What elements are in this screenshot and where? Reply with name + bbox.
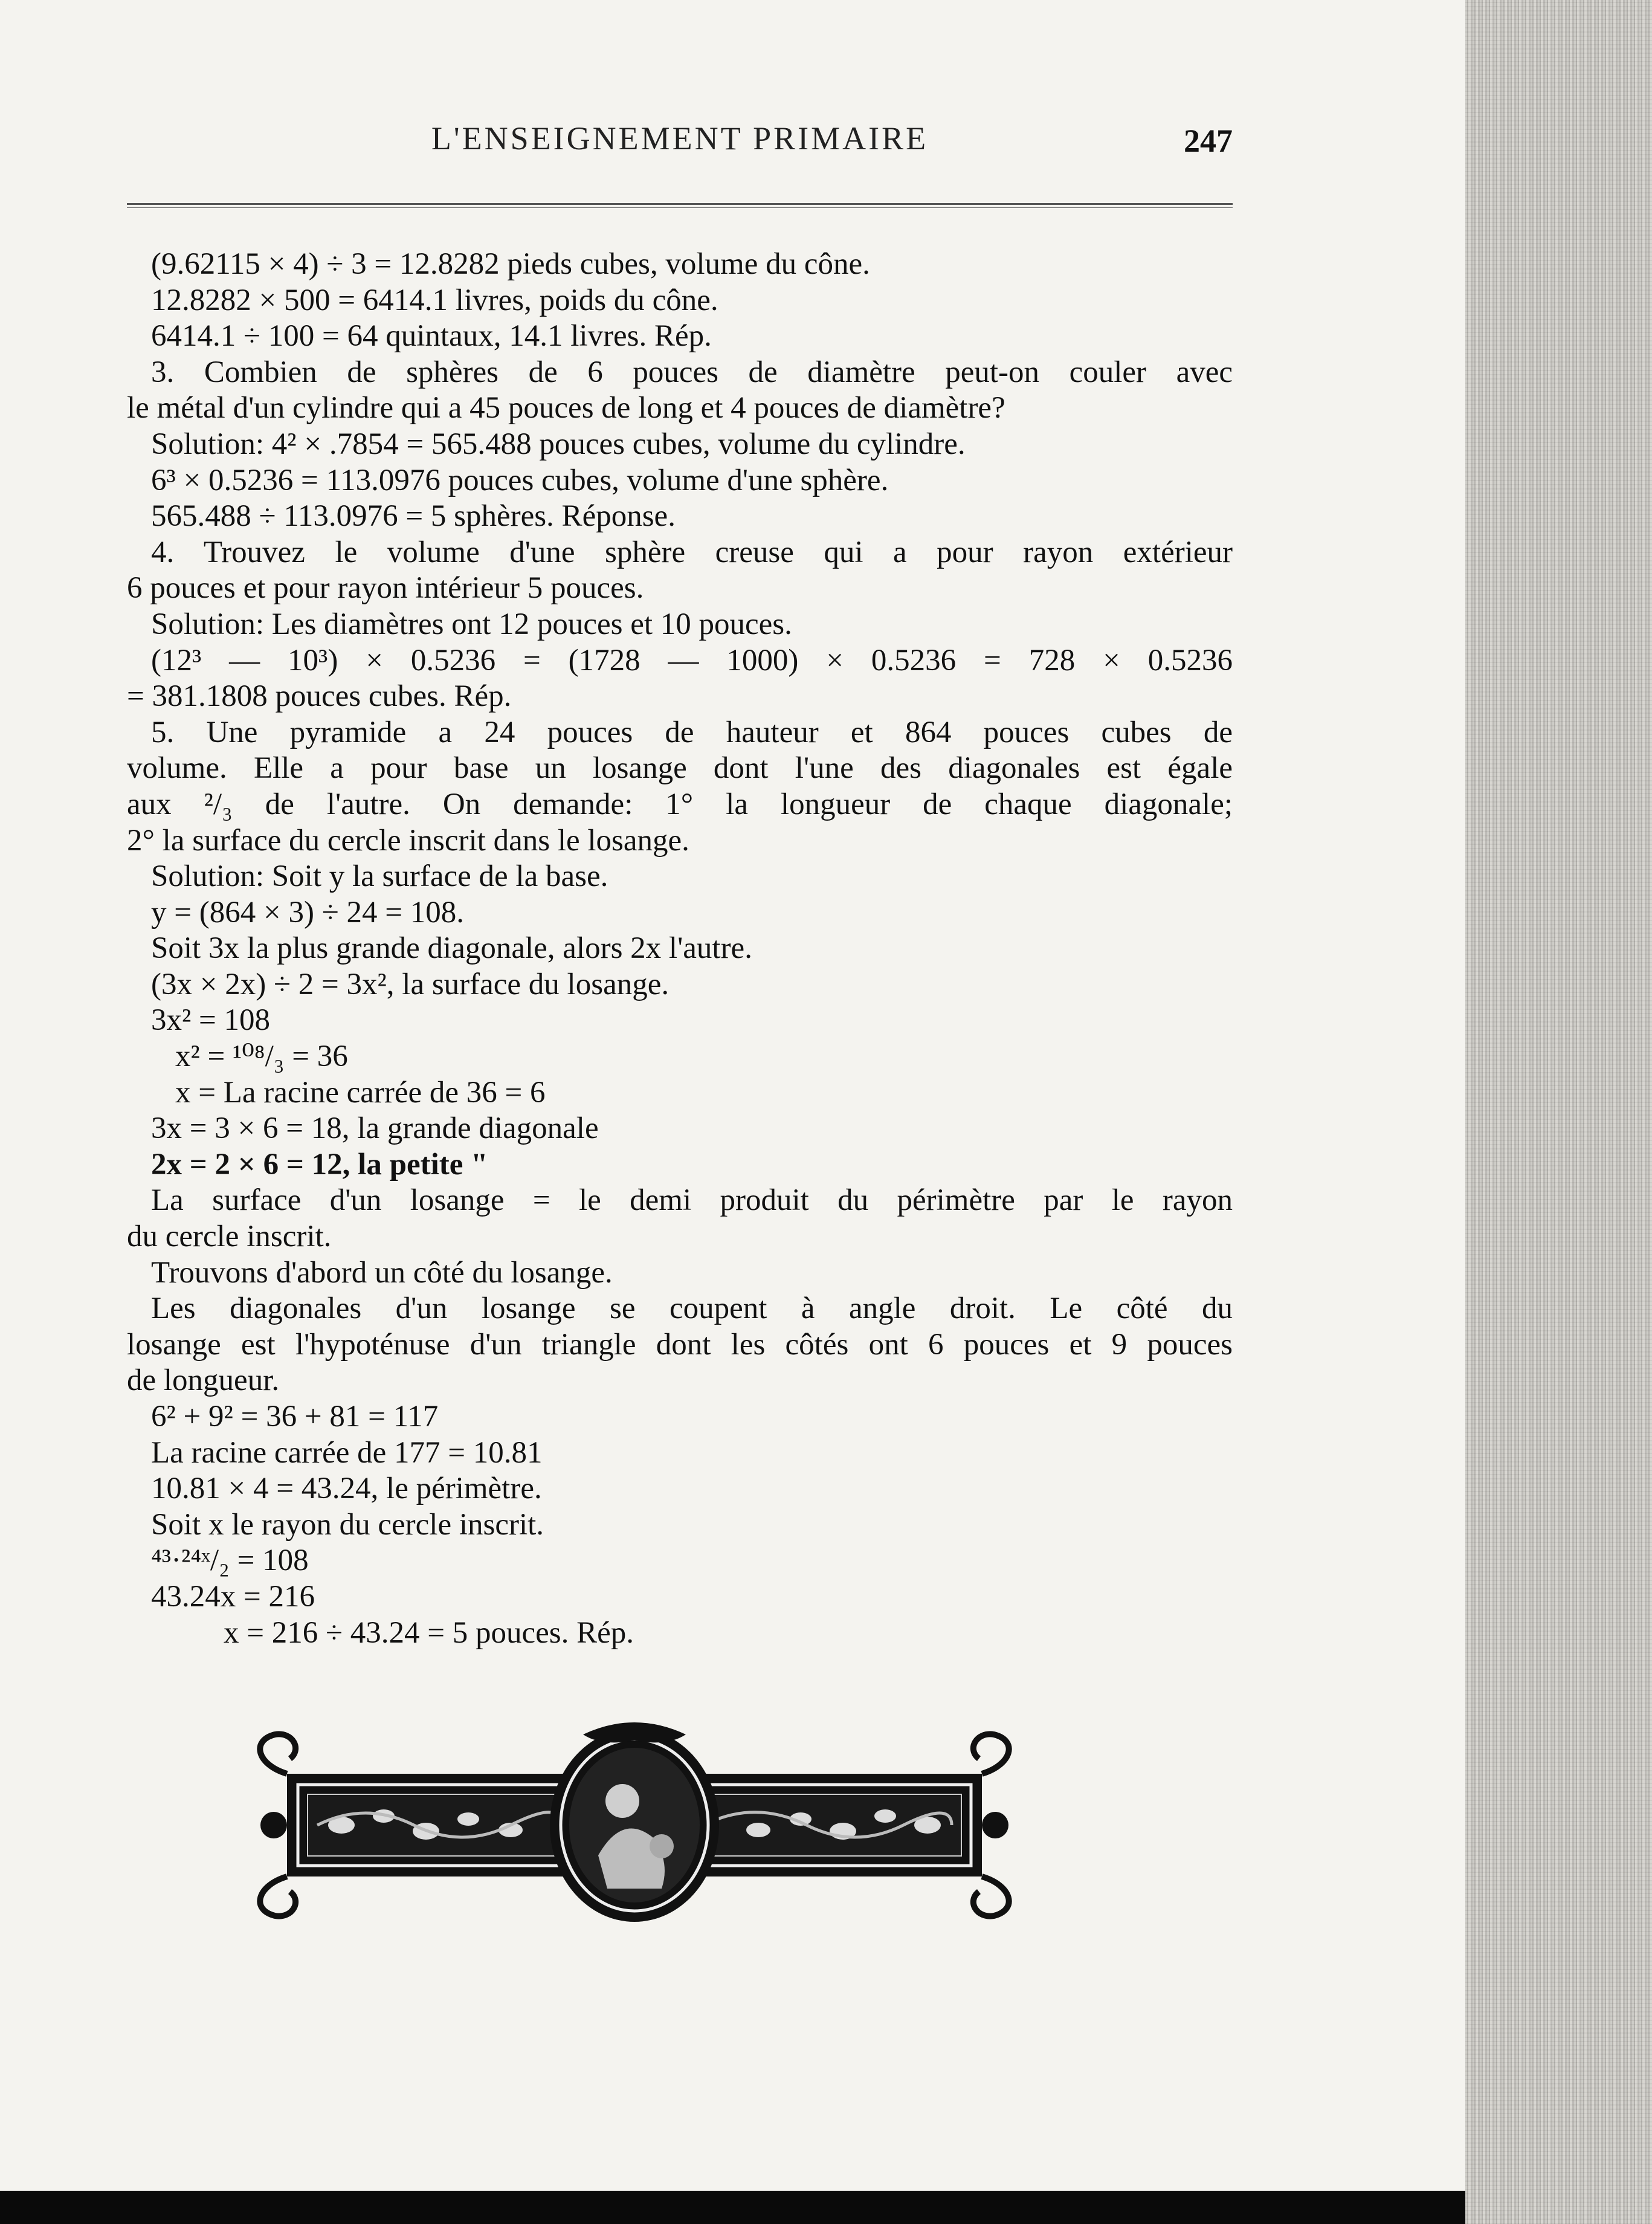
text-line: 3x² = 108 [151, 1003, 271, 1038]
text-line: y = (864 × 3) ÷ 24 = 108. [151, 895, 464, 929]
page-header [127, 120, 1233, 168]
text-line: Soit 3x la plus grande diagonale, alors 2x l'autre. [151, 931, 752, 966]
text-line: x² = ¹⁰⁸/₃ = 36 [175, 1039, 348, 1074]
text-line: Soit x le rayon du cercle inscrit. [151, 1507, 544, 1542]
text-line: 3. Combien de sphères de 6 pouces de diamètre peut-on couler avec [151, 355, 1233, 389]
text-line: 2° la surface du cercle inscrit dans le losange. [127, 823, 689, 858]
text-line: ⁴³·²⁴ˣ/₂ = 108 [151, 1544, 309, 1578]
text-line: (12³ — 10³) × 0.5236 = (1728 — 1000) × 0.5236 = 728 × 0.5236 [151, 643, 1233, 677]
body-text [127, 247, 1233, 1651]
text-line: 4. Trouvez le volume d'une sphère creuse qui a pour rayon extérieur [151, 535, 1233, 569]
text-line: La racine carrée de 177 = 10.81 [151, 1435, 543, 1470]
text-line: (9.62115 × 4) ÷ 3 = 12.8282 pieds cubes, volume du cône. [151, 247, 870, 281]
text-line: 5. Une pyramide a 24 pouces de hauteur et 864 pouces cubes de [151, 715, 1233, 749]
text-line: le métal d'un cylindre qui a 45 pouces de long et 4 pouces de diamètre? [127, 391, 1005, 425]
text-line: 6³ × 0.5236 = 113.0976 pouces cubes, volume d'une sphère. [151, 463, 889, 497]
text-line: aux ²/₃ de l'autre. On demande: 1° la longueur de chaque diagonale; [127, 787, 1233, 821]
text-line: 2x = 2 × 6 = 12, la petite " [151, 1147, 488, 1182]
text-line: = 381.1808 pouces cubes. Rép. [127, 679, 512, 714]
text-line: Trouvons d'abord un côté du losange. [151, 1255, 613, 1290]
text-line: de longueur. [127, 1363, 280, 1398]
text-line: Solution: 4² × .7854 = 565.488 pouces cubes, volume du cylindre. [151, 427, 966, 461]
text-line: 6 pouces et pour rayon intérieur 5 pouces. [127, 571, 644, 606]
text-line: x = 216 ÷ 43.24 = 5 pouces. Rép. [224, 1615, 634, 1650]
text-line: Les diagonales d'un losange se coupent à angle droit. Le côté du [151, 1291, 1233, 1326]
text-line: 3x = 3 × 6 = 18, la grande diagonale [151, 1111, 599, 1146]
text-line: Solution: Les diamètres ont 12 pouces et 10 pouces. [151, 607, 792, 641]
text-line: losange est l'hypoténuse d'un triangle dont les côtés ont 6 pouces et 9 pouces [127, 1327, 1233, 1362]
text-line: volume. Elle a pour base un losange dont l'une des diagonales est égale [127, 751, 1233, 786]
text-line: La surface d'un losange = le demi produit du périmètre par le rayon [151, 1183, 1233, 1218]
adjacent-page-edge [1465, 0, 1652, 2224]
text-line: 6414.1 ÷ 100 = 64 quintaux, 14.1 livres. Rép. [151, 319, 712, 354]
text-line: Solution: Soit y la surface de la base. [151, 859, 608, 894]
header-rule [127, 203, 1233, 208]
decorative-tailpiece-icon [245, 1716, 1024, 1922]
scan-border [0, 2191, 1465, 2224]
text-line: 43.24x = 216 [151, 1579, 315, 1614]
text-line: 565.488 ÷ 113.0976 = 5 sphères. Réponse. [151, 499, 676, 534]
page-number: 247 [1184, 123, 1233, 159]
text-line: 10.81 × 4 = 43.24, le périmètre. [151, 1472, 542, 1506]
text-line: 12.8282 × 500 = 6414.1 livres, poids du cône. [151, 283, 718, 317]
running-title: L'ENSEIGNEMENT PRIMAIRE [431, 120, 929, 157]
text-line: du cercle inscrit. [127, 1220, 332, 1254]
text-line: x = La racine carrée de 36 = 6 [175, 1075, 546, 1110]
text-line: 6² + 9² = 36 + 81 = 117 [151, 1400, 439, 1434]
text-line: (3x × 2x) ÷ 2 = 3x², la surface du losange. [151, 967, 670, 1001]
